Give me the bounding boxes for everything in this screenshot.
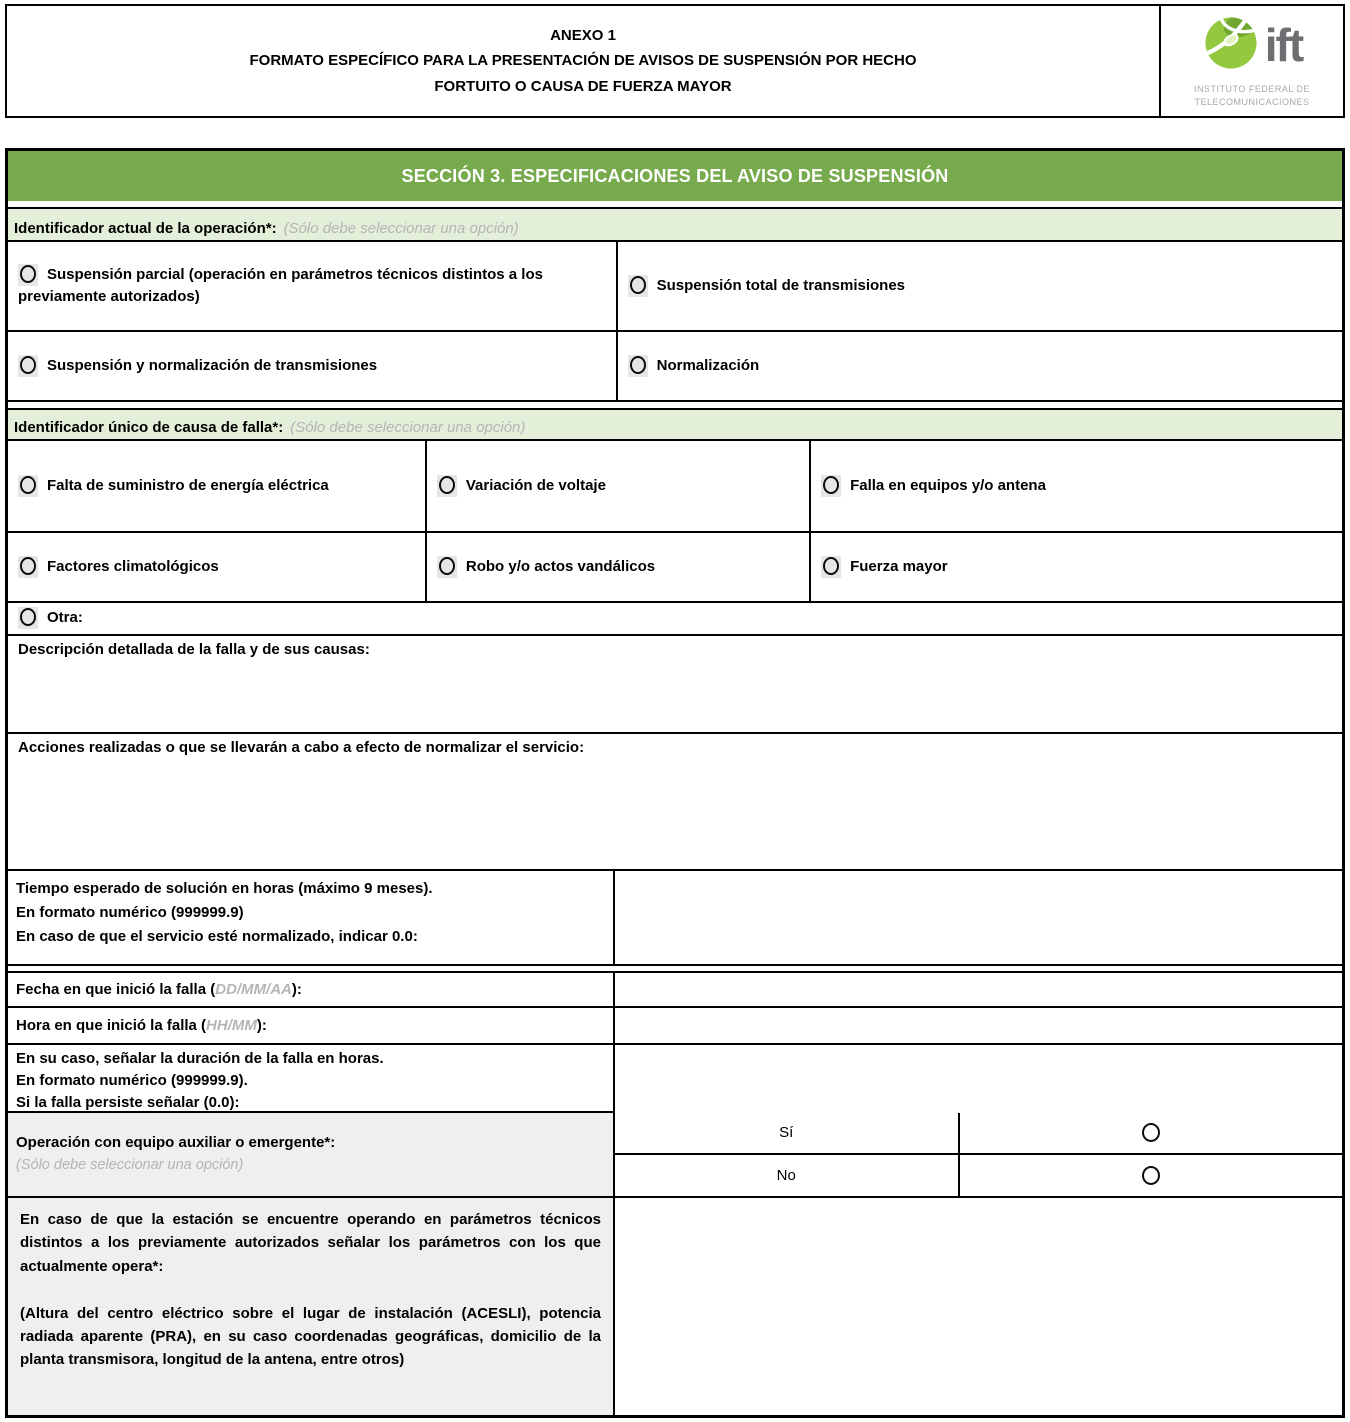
radio-suspension-normalizacion[interactable] — [18, 355, 38, 377]
radio-variacion-voltaje[interactable] — [437, 475, 457, 497]
description-label: Descripción detallada de la falla y de sus causas: — [18, 641, 370, 658]
radio-aux-si[interactable] — [1142, 1123, 1160, 1142]
operation-id-label: Identificador actual de la operación*: — [14, 220, 277, 237]
time-format-hint: HH/MM — [206, 1017, 257, 1034]
document-header — [5, 4, 1345, 118]
fault-cause-grid — [8, 441, 1342, 603]
option-cell — [8, 533, 427, 603]
spacer — [8, 402, 1342, 410]
document-title-line1: FORMATO ESPECÍFICO PARA LA PRESENTACIÓN DE AVISOS DE SUSPENSIÓN POR HECHO — [249, 52, 917, 70]
aux-no-label: No — [615, 1155, 960, 1197]
radio-robo-vandalismo[interactable] — [437, 556, 457, 578]
actions-field[interactable] — [8, 734, 1342, 871]
expected-time-row — [8, 871, 1342, 966]
radio-falta-energia[interactable] — [18, 475, 38, 497]
start-date-input[interactable] — [615, 973, 1342, 1006]
radio-factores-climatologicos[interactable] — [18, 556, 38, 578]
fault-cause-band — [8, 410, 1342, 441]
expected-time-input[interactable] — [615, 871, 1342, 964]
option-label: Otra: — [47, 609, 83, 627]
duration-label: En su caso, señalar la duración de la falla en horas. En formato numérico (999999.9). Si la falla persiste señalar (0.0): — [8, 1045, 615, 1116]
otra-row[interactable] — [8, 603, 1342, 636]
aux-no-row — [615, 1155, 1342, 1197]
aux-equipment-choices — [615, 1113, 1342, 1196]
expected-time-label: Tiempo esperado de solución en horas (máximo 9 meses). En formato numérico (999999.9) En caso de que el servicio esté normalizado, indicar 0.0: — [8, 871, 615, 964]
date-format-hint: DD/MM/AA — [215, 981, 292, 998]
option-cell — [8, 441, 427, 533]
radio-suspension-total[interactable] — [628, 275, 648, 297]
radio-falla-equipos[interactable] — [821, 475, 841, 497]
radio-aux-no[interactable] — [1142, 1166, 1160, 1185]
document-title-line2: FORTUITO O CAUSA DE FUERZA MAYOR — [434, 77, 732, 95]
aux-equipment-note: (Sólo debe seleccionar una opción) — [16, 1156, 244, 1173]
option-label: Normalización — [656, 356, 760, 374]
actions-label: Acciones realizadas o que se llevarán a cabo a efecto de normalizar el servicio: — [18, 739, 585, 756]
option-label: Falla en equipos y/o antena — [850, 476, 1046, 494]
document-title-block — [7, 6, 1161, 116]
start-time-input[interactable] — [615, 1008, 1342, 1043]
annex-title: ANEXO 1 — [550, 26, 616, 44]
option-label: Suspensión total de transmisiones — [656, 276, 906, 294]
fault-cause-note: (Sólo debe seleccionar una opción) — [290, 419, 526, 436]
radio-fuerza-mayor[interactable] — [821, 556, 841, 578]
ift-logo-acronym: ift — [1264, 19, 1303, 72]
operation-options-grid — [8, 242, 1342, 402]
radio-normalizacion[interactable] — [628, 355, 648, 377]
aux-equipment-row — [8, 1113, 1342, 1198]
option-label: Fuerza mayor — [850, 557, 948, 575]
duration-row — [8, 1045, 1342, 1113]
parameters-input[interactable] — [615, 1198, 1342, 1415]
operation-id-band — [8, 209, 1342, 242]
option-label: Factores climatológicos — [47, 557, 219, 575]
option-cell — [811, 441, 1342, 533]
option-label: Variación de voltaje — [465, 476, 606, 494]
ift-logo-org-name: INSTITUTO FEDERAL DE TELECOMUNICACIONES — [1193, 84, 1310, 107]
option-label: Falta de suministro de energía eléctrica — [47, 476, 329, 494]
aux-equipment-label: Operación con equipo auxiliar o emergente*: (Sólo debe seleccionar una opción) — [8, 1113, 615, 1196]
start-date-label: Fecha en que inició la falla (DD/MM/AA): — [8, 973, 615, 1006]
ift-logo-icon — [1202, 14, 1260, 77]
start-date-row — [8, 973, 1342, 1008]
duration-input[interactable] — [615, 1045, 1342, 1116]
suspension-form — [5, 148, 1345, 1418]
option-label: Suspensión y normalización de transmisiones — [47, 356, 378, 374]
option-cell — [427, 441, 811, 533]
spacer — [8, 966, 1342, 973]
section-3-header: SECCIÓN 3. ESPECIFICACIONES DEL AVISO DE SUSPENSIÓN — [8, 151, 1342, 201]
operation-id-note: (Sólo debe seleccionar una opción) — [283, 220, 519, 237]
description-field[interactable] — [8, 636, 1342, 734]
radio-suspension-parcial[interactable] — [18, 264, 38, 286]
option-cell — [618, 332, 1342, 402]
radio-otra[interactable] — [18, 607, 38, 629]
spacer — [8, 201, 1342, 209]
option-cell — [8, 332, 618, 402]
parameters-row — [8, 1198, 1342, 1415]
fault-cause-label: Identificador único de causa de falla*: — [14, 419, 284, 436]
start-time-label: Hora en que inició la falla (HH/MM): — [8, 1008, 615, 1043]
option-label: Suspensión parcial (operación en parámetros técnicos distintos a los previamente autorizados) — [18, 265, 543, 305]
aux-yes-row — [615, 1113, 1342, 1155]
option-cell — [618, 242, 1342, 332]
start-time-row — [8, 1008, 1342, 1045]
option-cell — [427, 533, 811, 603]
option-label: Robo y/o actos vandálicos — [465, 557, 656, 575]
option-cell — [811, 533, 1342, 603]
option-cell — [8, 242, 618, 332]
parameters-label: En caso de que la estación se encuentre operando en parámetros técnicos distintos a los previamente autorizados señalar los parámetros con los que actualmente opera*: (Altura del centro eléctrico sobre el lugar de instalación (ACESLI), potencia radiada aparente (PRA), en su caso coordenadas geográficas, domicilio de la planta transmisora, longitud de la antena, entre otros) — [8, 1198, 615, 1415]
ift-logo — [1161, 6, 1343, 116]
aux-yes-label: Sí — [615, 1113, 960, 1153]
